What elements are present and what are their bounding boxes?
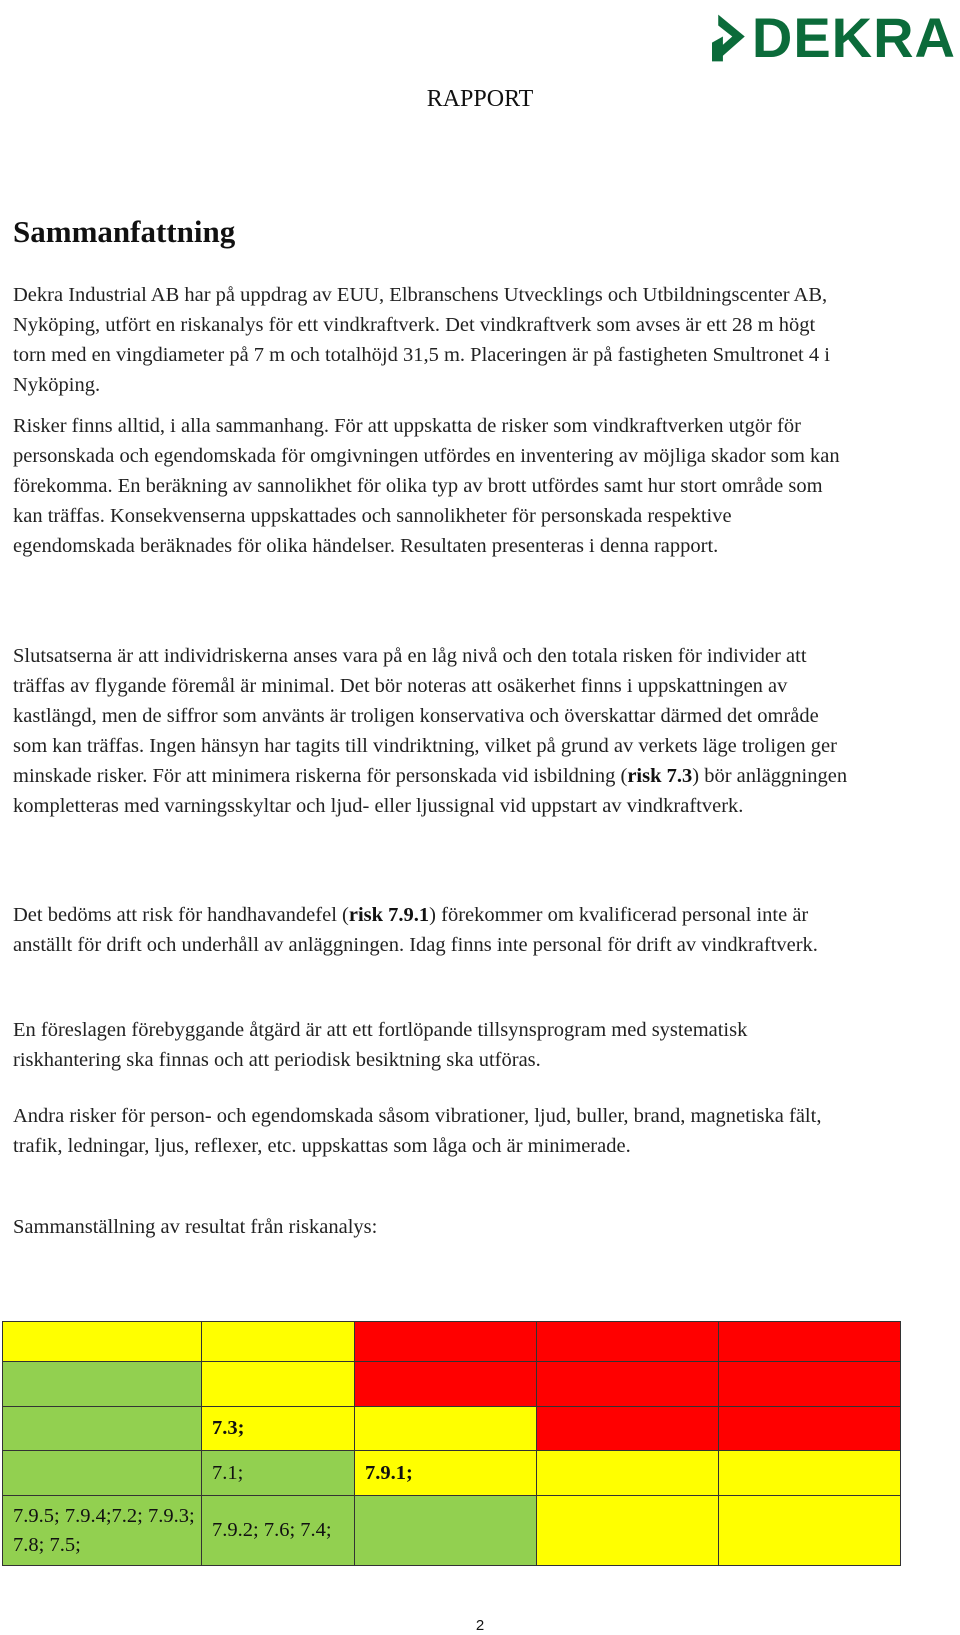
matrix-cell-low-risks: 7.9.5; 7.9.4;7.2; 7.9.3; 7.8; 7.5;	[3, 1496, 202, 1566]
conclusions-text-a: Slutsatserna är att individriskerna anses vara på en låg nivå och den totala risken för individer att träffas av flygande föremål är minimal. Det bör noteras att osäkerhet finns i uppskattningen av kastlängd, men de siffror som använts är troligen konservativa och överskattar därmed det område som kan träffas. Ingen hänsyn har tagits till vindriktning, vilket på grund av verkets läge troligen ger minskade risker. För att minimera riskerna för personskada vid isbildning (	[13, 645, 837, 787]
matrix-cell	[202, 1362, 355, 1407]
matrix-row	[3, 1407, 901, 1451]
paragraph-conclusions	[13, 641, 853, 821]
risk-ref-7-9-1: risk 7.9.1	[348, 904, 430, 926]
matrix-cell	[202, 1322, 355, 1362]
matrix-cell	[537, 1451, 719, 1496]
section-title: Sammanfattning	[13, 214, 236, 249]
paragraph-preventive-measure: En föreslagen förebyggande åtgärd är att ett fortlöpande tillsynsprogram med systematisk riskhantering ska finnas och att periodisk besiktning ska utföras.	[13, 1019, 748, 1071]
matrix-cell	[355, 1362, 537, 1407]
page-number: 2	[475, 1617, 485, 1634]
matrix-cell	[3, 1451, 202, 1496]
handling-text-a: Det bedöms att risk för handhavandefel (	[13, 904, 349, 926]
dekra-d-mark-icon	[712, 6, 748, 70]
matrix-cell	[719, 1362, 901, 1407]
matrix-cell-7-9-2: 7.9.2; 7.6; 7.4;	[202, 1496, 355, 1566]
matrix-cell	[537, 1362, 719, 1407]
matrix-cell	[3, 1322, 202, 1362]
matrix-row	[3, 1496, 901, 1566]
matrix-row	[3, 1322, 901, 1362]
paragraph-method: Risker finns alltid, i alla sammanhang. För att uppskatta de risker som vindkraftverken utgör för personskada och egendomskada för omgivningen utfördes en inventering av möjliga skador som kan förekomma. En beräkning av sannolikhet för olika typ av brott utfördes samt hur stort område som kan träffas. Konsekvenserna uppskattades och sannolikheter för personskada respektive egendomskada beräknades för olika händelser. Resultaten presenteras i denna rapport.	[13, 415, 840, 557]
risk-matrix	[2, 1321, 901, 1566]
matrix-cell	[719, 1322, 901, 1362]
matrix-cell	[537, 1407, 719, 1451]
matrix-row	[3, 1451, 901, 1496]
matrix-cell	[355, 1322, 537, 1362]
paragraph-other-risks: Andra risker för person- och egendomskada såsom vibrationer, ljud, buller, brand, magnetiska fält, trafik, ledningar, ljus, reflexer, etc. uppskattas som låga och är minimerade.	[13, 1105, 822, 1157]
dekra-logo	[712, 4, 956, 72]
matrix-row	[3, 1362, 901, 1407]
handling-text-b: ) förekommer om kvalificerad personal inte är anställt för drift och underhåll av anläggningen. Idag finns inte personal för drift av vindkraftverk.	[13, 904, 818, 956]
matrix-caption: Sammanställning av resultat från riskanalys:	[13, 1216, 378, 1238]
matrix-cell	[3, 1407, 202, 1451]
matrix-cell	[355, 1496, 537, 1566]
matrix-cell	[537, 1496, 719, 1566]
paragraph-handling-error	[13, 900, 853, 960]
matrix-cell	[719, 1407, 901, 1451]
matrix-cell	[537, 1322, 719, 1362]
matrix-cell-7-9-1: 7.9.1;	[355, 1451, 537, 1496]
report-header-title: RAPPORT	[426, 86, 534, 112]
matrix-cell-7-1: 7.1;	[202, 1451, 355, 1496]
paragraph-assignment: Dekra Industrial AB har på uppdrag av EUU, Elbranschens Utvecklings och Utbildningscenter AB, Nyköping, utfört en riskanalys för ett vindkraftverk. Det vindkraftverk som avses är ett 28 m högt torn med en vingdiameter på 7 m och totalhöjd 31,5 m. Placeringen är på fastigheten Smultronet 4 i Nyköping.	[13, 284, 830, 396]
conclusions-text-b: ) bör anläggningen kompletteras med varningsskyltar och ljud- eller ljussignal vid uppstart av vindkraftverk.	[13, 765, 848, 817]
matrix-cell	[3, 1362, 202, 1407]
matrix-cell	[355, 1407, 537, 1451]
risk-ref-7-3: risk 7.3	[627, 765, 693, 787]
matrix-cell	[719, 1496, 901, 1566]
matrix-cell	[719, 1451, 901, 1496]
logo-wordmark: DEKRA	[751, 6, 956, 69]
matrix-cell-7-3: 7.3;	[202, 1407, 355, 1451]
